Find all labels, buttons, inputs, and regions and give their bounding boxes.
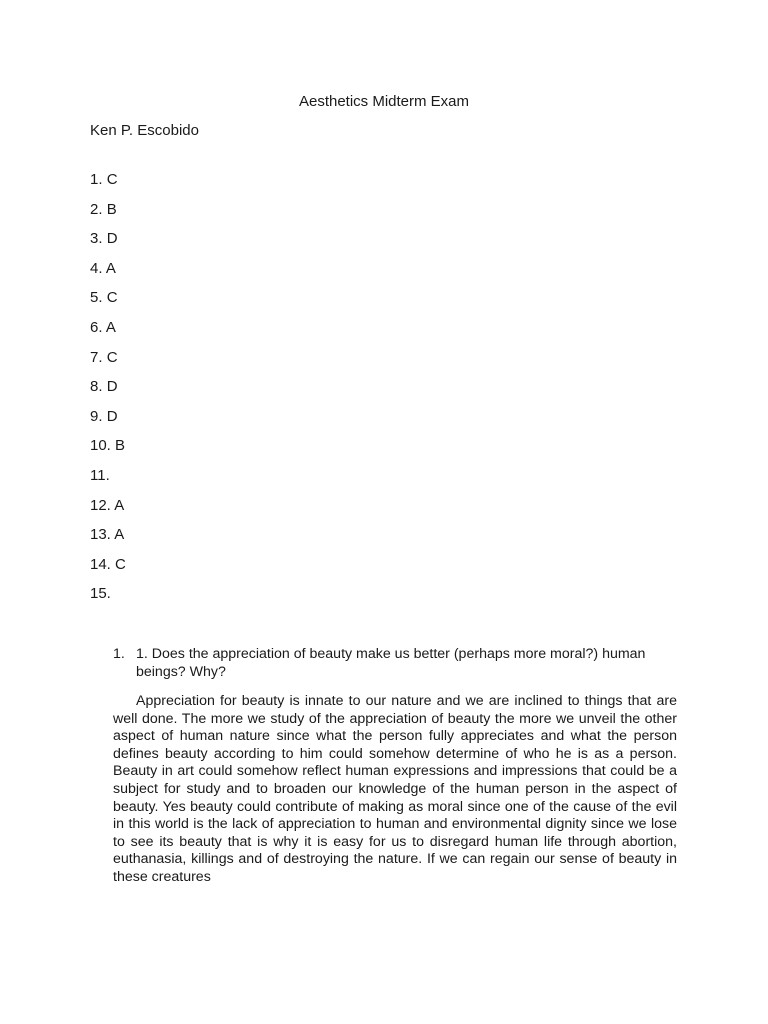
answer-number: 3. bbox=[90, 230, 103, 248]
answer-item bbox=[90, 526, 126, 556]
answer-choice: C bbox=[106, 289, 118, 307]
answer-number: 1. bbox=[90, 171, 103, 188]
answer-choice: C bbox=[106, 171, 118, 188]
answer-item bbox=[90, 408, 126, 438]
essay-answer: Appreciation for beauty is innate to our nature and we are inclined to things that are well done. The more we study of the appreciation of beauty the more we unveil the other aspect of human nature since what the person fully appreciates and what the person defines beauty according to him could somehow determine of who he is as a person. Beauty in art could somehow reflect human expressions and impressions that could be a subject for study and to broaden our knowledge of the human person in the aspect of beauty. Yes beauty could contribute of making as moral since one of the cause of the evil in this world is the lack of appreciation to human and environmental dignity since we lose to see its beauty that is why it is easy for us to disregard human life through abortion, euthanasia, killings and of destroying the nature. If we can regain our sense of beauty in these creatures bbox=[113, 693, 677, 885]
answer-item bbox=[90, 349, 126, 379]
answer-item bbox=[90, 171, 126, 201]
answer-item bbox=[90, 201, 126, 231]
answer-item bbox=[90, 467, 126, 497]
essay-question bbox=[113, 645, 678, 681]
answer-item bbox=[90, 378, 126, 408]
answer-item bbox=[90, 585, 126, 615]
answer-choice: D bbox=[106, 378, 118, 396]
answer-number: 9. bbox=[90, 407, 103, 425]
essay-question-text: 1. Does the appreciation of beauty make us better (perhaps more moral?) human beings? Why? bbox=[136, 646, 646, 680]
answer-number: 15. bbox=[90, 585, 111, 603]
essay-list-number: 1. bbox=[113, 646, 125, 662]
answer-number: 11. bbox=[90, 466, 110, 484]
answer-number: 6. bbox=[90, 318, 103, 336]
answer-item bbox=[90, 289, 126, 319]
answer-item bbox=[90, 497, 126, 527]
answer-choice: A bbox=[114, 496, 125, 514]
answer-choice: B bbox=[106, 200, 117, 218]
answer-item bbox=[90, 319, 126, 349]
answer-choice: C bbox=[115, 555, 126, 573]
answer-number: 4. bbox=[90, 259, 103, 277]
answer-number: 14. bbox=[90, 555, 111, 573]
answer-choice: A bbox=[114, 526, 125, 544]
answer-choice: A bbox=[105, 259, 116, 277]
answer-item bbox=[90, 556, 126, 586]
answer-item bbox=[90, 260, 126, 290]
answer-choice: C bbox=[106, 348, 118, 366]
answer-list bbox=[90, 171, 126, 615]
answer-number: 5. bbox=[90, 289, 103, 307]
author-name: Ken P. Escobido bbox=[90, 122, 199, 139]
answer-number: 13. bbox=[90, 526, 111, 544]
answer-choice: A bbox=[105, 318, 116, 336]
document-title: Aesthetics Midterm Exam bbox=[298, 93, 470, 110]
answer-number: 8. bbox=[90, 378, 103, 396]
answer-number: 10. bbox=[90, 437, 111, 455]
answer-number: 2. bbox=[90, 200, 103, 218]
answer-number: 7. bbox=[90, 348, 103, 366]
answer-number: 12. bbox=[90, 496, 111, 514]
answer-choice: D bbox=[106, 407, 118, 425]
answer-choice: B bbox=[115, 437, 126, 455]
answer-choice: D bbox=[106, 230, 118, 248]
answer-item bbox=[90, 437, 126, 467]
answer-item bbox=[90, 230, 126, 260]
